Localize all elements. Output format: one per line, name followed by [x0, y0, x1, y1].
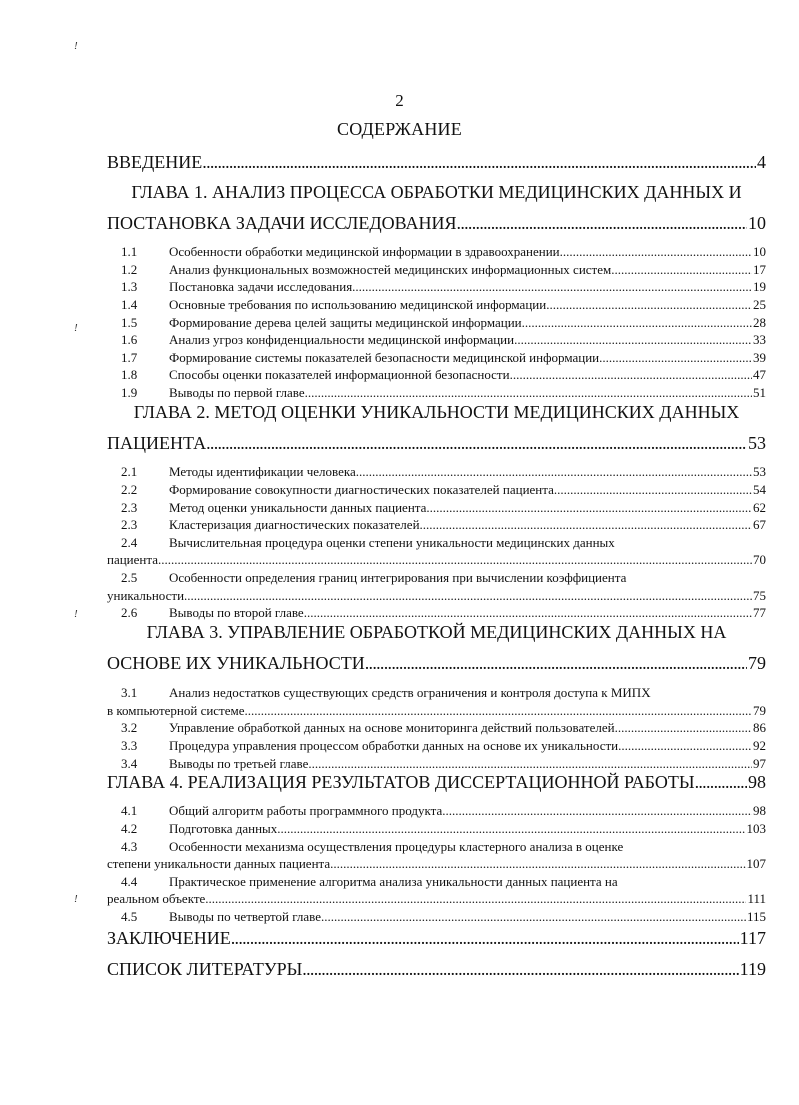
toc-section[interactable]	[107, 838, 766, 855]
toc-entry-chapter-4[interactable]	[107, 771, 766, 793]
section-page: 111	[747, 891, 766, 906]
toc-entry-chapter-1[interactable]	[107, 212, 766, 234]
section-number: 4.2	[121, 821, 138, 836]
section-number: 1.3	[121, 279, 138, 294]
section-number: 2.3	[121, 517, 138, 532]
section-title: Общий алгоритм работы программного продукта	[169, 803, 443, 818]
toc-section[interactable]	[107, 499, 766, 516]
toc-entry-page: 117	[739, 928, 766, 948]
section-title-continued: пациента	[107, 552, 158, 567]
section-title-continued: степени уникальности данных пациента	[107, 856, 331, 871]
section-title: Вычислительная процедура оценки степени уникальности медицинских данных	[169, 535, 615, 550]
section-number: 2.4	[121, 535, 138, 550]
section-number: 1.7	[121, 350, 138, 365]
section-title: Способы оценки показателей информационной безопасности	[169, 367, 510, 382]
toc-entry-page: 53	[748, 433, 766, 453]
toc-entry-references[interactable]	[107, 958, 766, 980]
section-page: 28	[753, 315, 766, 330]
dot-leader	[202, 151, 756, 173]
chapter-1-heading: ГЛАВА 1. АНАЛИЗ ПРОЦЕССА ОБРАБОТКИ МЕДИЦИНСКИХ ДАННЫХ И	[131, 182, 742, 202]
toc-section[interactable]	[107, 463, 766, 480]
section-title: Практическое применение алгоритма анализа уникальности данных пациента на	[169, 874, 618, 889]
toc-section[interactable]	[107, 873, 766, 890]
section-number: 1.5	[121, 315, 138, 330]
toc-section[interactable]	[107, 481, 766, 498]
dot-leader	[420, 516, 752, 533]
section-title: Формирование системы показателей безопасности медицинской информации	[169, 350, 600, 365]
toc-section-continuation[interactable]	[107, 890, 766, 907]
section-page: 25	[753, 297, 766, 312]
toc-entry-title: ПОСТАНОВКА ЗАДАЧИ ИССЛЕДОВАНИЯ	[107, 213, 457, 233]
toc-entry-chapter-2[interactable]	[107, 432, 766, 454]
dot-leader	[546, 296, 752, 313]
section-number: 3.1	[121, 685, 138, 700]
section-number: 1.9	[121, 385, 138, 400]
dot-leader	[205, 890, 746, 907]
dot-leader	[365, 652, 747, 674]
section-page: 79	[753, 703, 766, 718]
section-title-continued: реальном объекте	[107, 891, 206, 906]
section-number: 2.3	[121, 500, 138, 515]
dot-leader	[321, 908, 746, 925]
toc-entry-title: ОСНОВЕ ИХ УНИКАЛЬНОСТИ	[107, 653, 365, 673]
section-page: 70	[753, 552, 766, 567]
section-number: 2.6	[121, 605, 138, 620]
toc-section[interactable]	[107, 331, 766, 348]
dot-leader	[695, 771, 747, 793]
toc-section-continuation[interactable]	[107, 702, 766, 719]
section-title: Процедура управления процессом обработки данных на основе их уникальности	[169, 738, 619, 753]
dot-leader	[514, 331, 752, 348]
section-title: Выводы по четвертой главе	[169, 909, 322, 924]
section-title: Метод оценки уникальности данных пациента	[169, 500, 427, 515]
dot-leader	[206, 432, 747, 454]
section-number: 1.8	[121, 367, 138, 382]
section-title-continued: уникальности	[107, 588, 185, 603]
toc-section[interactable]	[107, 719, 766, 736]
dot-leader	[457, 212, 747, 234]
section-title: Особенности определения границ интегрирования при вычислении коэффициента	[169, 570, 627, 585]
section-number: 4.3	[121, 839, 138, 854]
toc-entry-page: 119	[739, 959, 766, 979]
toc-section[interactable]	[107, 261, 766, 278]
section-number: 4.4	[121, 874, 138, 889]
section-title: Подготовка данных	[169, 821, 278, 836]
section-number: 4.5	[121, 909, 138, 924]
section-page: 47	[753, 367, 766, 382]
section-page: 107	[746, 856, 766, 871]
section-number: 4.1	[121, 803, 138, 818]
section-title: Анализ недостатков существующих средств ограничения и контроля доступа к МИПХ	[169, 685, 651, 700]
section-title: Формирование дерева целей защиты медицинской информации	[169, 315, 522, 330]
section-number: 3.3	[121, 738, 138, 753]
dot-leader	[510, 366, 752, 383]
section-number: 3.4	[121, 756, 138, 771]
toc-section[interactable]	[107, 684, 766, 701]
section-number: 2.2	[121, 482, 138, 497]
toc-section[interactable]	[107, 604, 766, 621]
section-page: 10	[753, 244, 766, 259]
dot-leader	[158, 551, 752, 568]
dot-leader	[245, 702, 752, 719]
section-page: 86	[753, 720, 766, 735]
dot-leader	[560, 243, 752, 260]
section-number: 3.2	[121, 720, 138, 735]
toc-entry-title: ВВЕДЕНИЕ	[107, 152, 203, 172]
section-page: 19	[753, 279, 766, 294]
section-page: 103	[746, 821, 766, 836]
section-title: Особенности обработки медицинской информации в здравоохранении	[169, 244, 560, 259]
dot-leader	[618, 737, 752, 754]
toc-section[interactable]	[107, 755, 766, 772]
dot-leader	[611, 261, 752, 278]
toc-section[interactable]	[107, 820, 766, 837]
section-page: 77	[753, 605, 766, 620]
toc-entry-chapter-3[interactable]	[107, 652, 766, 674]
dot-leader	[304, 604, 752, 621]
section-title: Основные требования по использованию медицинской информации	[169, 297, 547, 312]
section-page: 98	[753, 803, 766, 818]
toc-section[interactable]	[107, 737, 766, 754]
dot-leader	[277, 820, 745, 837]
toc-section[interactable]	[107, 296, 766, 313]
dot-leader	[231, 927, 739, 949]
chapter-2-heading: ГЛАВА 2. МЕТОД ОЦЕНКИ УНИКАЛЬНОСТИ МЕДИЦИНСКИХ ДАННЫХ	[133, 402, 740, 422]
dot-leader	[599, 349, 752, 366]
chapter-3-heading: ГЛАВА 3. УПРАВЛЕНИЕ ОБРАБОТКОЙ МЕДИЦИНСКИХ ДАННЫХ НА	[146, 622, 727, 642]
section-page: 67	[753, 517, 766, 532]
toc-entry-title: СПИСОК ЛИТЕРАТУРЫ	[107, 959, 303, 979]
section-title: Выводы по третьей главе	[169, 756, 309, 771]
section-title: Анализ функциональных возможностей медицинских информационных систем	[169, 262, 612, 277]
margin-mark: !	[74, 322, 78, 334]
toc-entry-title: ПАЦИЕНТА	[107, 433, 207, 453]
section-page: 33	[753, 332, 766, 347]
toc-title: СОДЕРЖАНИЕ	[337, 119, 462, 139]
toc-section[interactable]	[107, 278, 766, 295]
dot-leader	[305, 384, 752, 401]
toc-section[interactable]	[107, 908, 766, 925]
toc-section[interactable]	[107, 243, 766, 260]
dot-leader	[554, 481, 752, 498]
dot-leader	[522, 314, 752, 331]
section-page: 51	[753, 385, 766, 400]
section-page: 92	[753, 738, 766, 753]
dot-leader	[442, 802, 752, 819]
section-title: Формирование совокупности диагностических показателей пациента	[169, 482, 554, 497]
section-number: 2.1	[121, 464, 138, 479]
toc-section[interactable]	[107, 314, 766, 331]
section-page: 75	[753, 588, 766, 603]
dot-leader	[426, 499, 752, 516]
section-page: 53	[753, 464, 766, 479]
section-number: 2.5	[121, 570, 138, 585]
toc-entry-page: 98	[748, 772, 766, 792]
toc-section-continuation[interactable]	[107, 587, 766, 604]
toc-entry-page: 10	[748, 213, 766, 233]
dot-leader	[356, 463, 752, 480]
dot-leader	[302, 958, 738, 980]
dot-leader	[308, 755, 752, 772]
toc-entry-conclusion[interactable]	[107, 927, 766, 949]
section-number: 1.4	[121, 297, 138, 312]
section-title: Выводы по второй главе	[169, 605, 304, 620]
toc-entry-title: ГЛАВА 4. РЕАЛИЗАЦИЯ РЕЗУЛЬТАТОВ ДИССЕРТАЦИОННОЙ РАБОТЫ	[107, 772, 695, 792]
toc-section[interactable]	[107, 516, 766, 533]
dot-leader	[352, 278, 752, 295]
toc-entry-title: ЗАКЛЮЧЕНИЕ	[107, 928, 231, 948]
section-number: 1.6	[121, 332, 138, 347]
section-title: Анализ угроз конфиденциальности медицинской информации	[169, 332, 515, 347]
toc-section[interactable]	[107, 366, 766, 383]
section-page: 39	[753, 350, 766, 365]
dot-leader	[615, 719, 752, 736]
section-page: 54	[753, 482, 766, 497]
toc-entry-page: 79	[748, 653, 766, 673]
section-title: Методы идентификации человека	[169, 464, 356, 479]
section-title-continued: в компьютерной системе	[107, 703, 245, 718]
section-page: 115	[746, 909, 766, 924]
toc-section[interactable]	[107, 534, 766, 551]
section-title: Постановка задачи исследования	[169, 279, 353, 294]
margin-mark: !	[74, 608, 78, 620]
section-number: 1.2	[121, 262, 138, 277]
section-number: 1.1	[121, 244, 138, 259]
toc-section-continuation[interactable]	[107, 855, 766, 872]
section-title: Выводы по первой главе	[169, 385, 305, 400]
toc-entry-intro[interactable]	[107, 151, 766, 173]
toc-section[interactable]	[107, 802, 766, 819]
section-title: Управление обработкой данных на основе мониторинга действий пользователей	[169, 720, 615, 735]
margin-mark: !	[74, 40, 78, 52]
toc-section[interactable]	[107, 569, 766, 586]
section-title: Кластеризация диагностических показателей	[169, 517, 420, 532]
section-page: 17	[753, 262, 766, 277]
margin-mark: !	[74, 893, 78, 905]
dot-leader	[330, 855, 745, 872]
section-page: 62	[753, 500, 766, 515]
toc-section[interactable]	[107, 384, 766, 401]
toc-section-continuation[interactable]	[107, 551, 766, 568]
toc-section[interactable]	[107, 349, 766, 366]
dot-leader	[184, 587, 752, 604]
page-number: 2	[395, 91, 404, 110]
section-title: Особенности механизма осуществления процедуры кластерного анализа в оценке	[169, 839, 624, 854]
toc-entry-page: 4	[757, 152, 766, 172]
section-page: 97	[753, 756, 766, 771]
